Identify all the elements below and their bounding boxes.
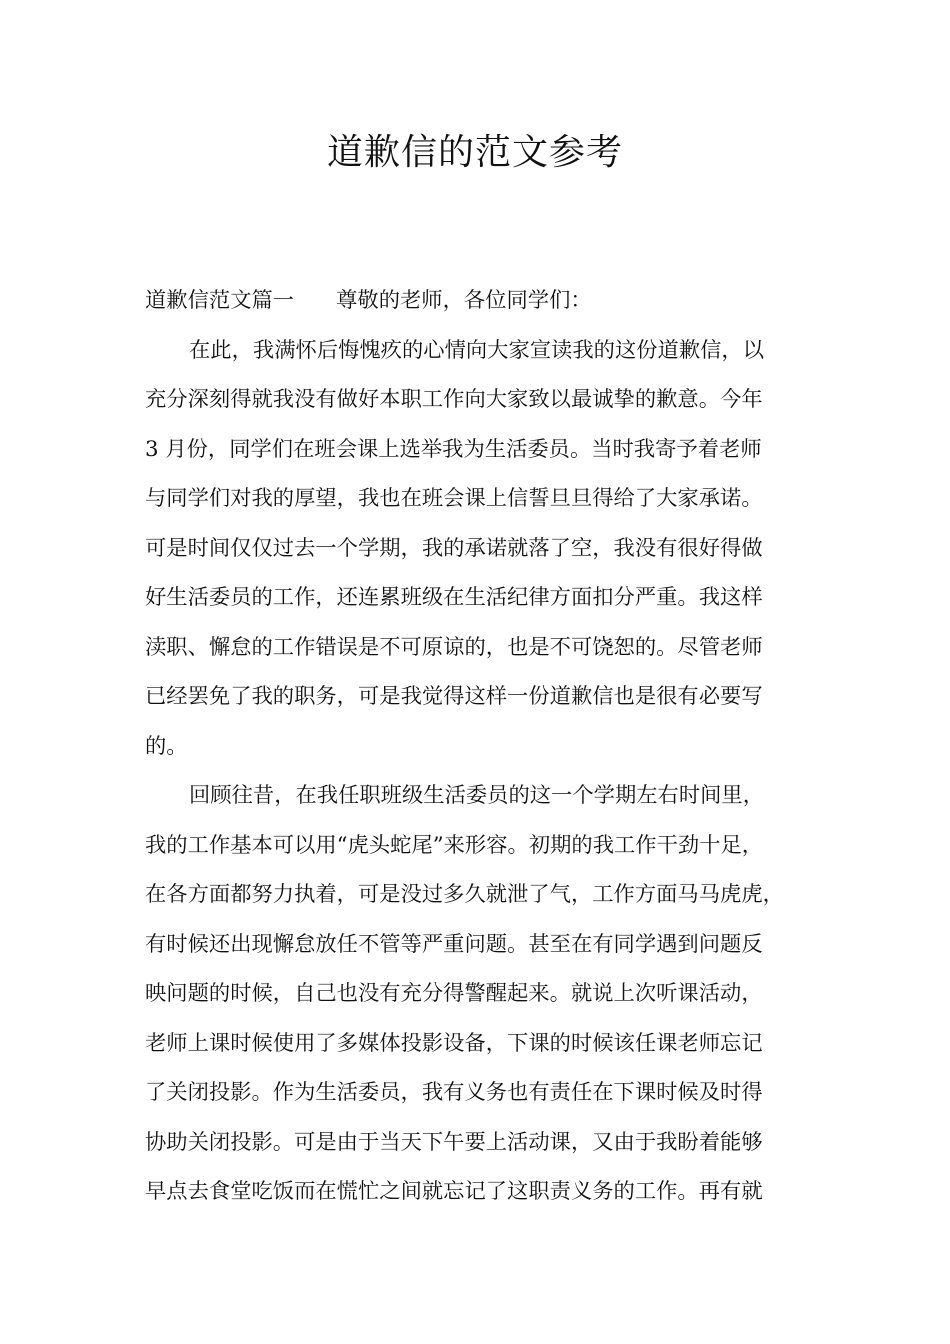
text-line: 的。 xyxy=(145,733,188,759)
text-line: 映问题的时候，自己也没有充分得警醒起来。就说上次听课活动， xyxy=(145,981,763,1006)
text-line: 在各方面都努力执着，可是没过多久就泄了气，工作方面马马虎虎， xyxy=(145,882,784,907)
section-label: 道歉信范文篇一 xyxy=(145,288,295,313)
text-line: 我的工作基本可以用“虎头蛇尾”来形容。初期的我工作干劲十足， xyxy=(145,832,764,858)
text-line: 早点去食堂吃饭而在慌忙之间就忘记了这职责义务的工作。再有就 xyxy=(145,1179,763,1204)
text-line: 与同学们对我的厚望，我也在班会课上信誓旦旦得给了大家承诺。 xyxy=(145,486,763,511)
text-line: 已经罢免了我的职务，可是我觉得这样一份道歉信也是很有必要写 xyxy=(145,684,763,709)
text-line: 回顾往昔，在我任职班级生活委员的这一个学期左右时间里， xyxy=(189,783,765,808)
document-body xyxy=(145,276,827,1217)
text-line: 有时候还出现懈怠放任不管等严重问题。甚至在有同学遇到问题反 xyxy=(145,931,763,957)
text-line: 老师上课时候使用了多媒体投影设备，下课的时候该任课老师忘记 xyxy=(145,1030,763,1056)
text-line: 可是时间仅仅过去一个学期，我的承诺就落了空，我没有很好得做 xyxy=(145,535,763,561)
text-line: 在此，我满怀后悔愧疚的心情向大家宣读我的这份道歉信，以 xyxy=(189,337,765,363)
text-line: 协助关闭投影。可是由于当天下午要上活动课，又由于我盼着能够 xyxy=(145,1129,763,1155)
text-line: 3 月份，同学们在班会课上选举我为生活委员。当时我寄予着老师 xyxy=(145,436,762,462)
text-line: 好生活委员的工作，还连累班级在生活纪律方面扣分严重。我这样 xyxy=(145,585,763,610)
document-title: 道歉信的范文参考 xyxy=(326,132,623,173)
text-line: 充分深刻得就我没有做好本职工作向大家致以最诚挚的歉意。今年 xyxy=(145,387,763,412)
text-line: 了关闭投影。作为生活委员，我有义务也有责任在下课时候及时得 xyxy=(145,1080,763,1105)
heading-line xyxy=(145,276,827,326)
text-line: 渎职、懈怠的工作错误是不可原谅的，也是不可饶恕的。尽管老师 xyxy=(145,634,763,660)
salutation: 尊敬的老师，各位同学们： xyxy=(336,288,592,313)
